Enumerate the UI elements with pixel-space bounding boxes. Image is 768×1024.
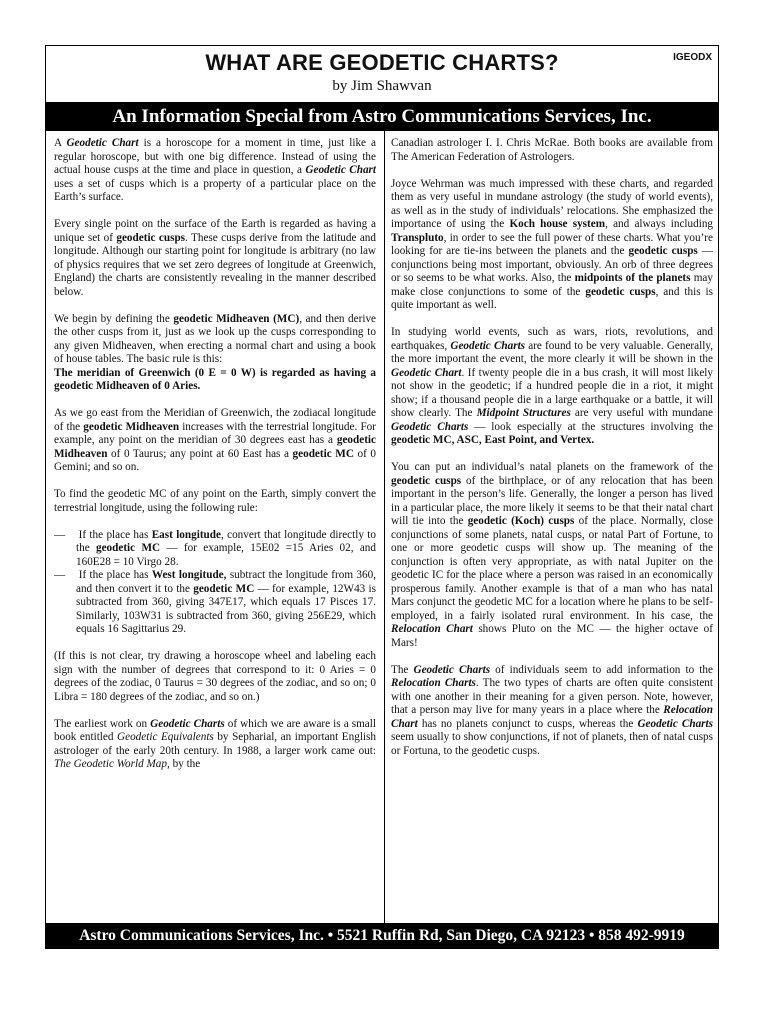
list-item: — If the place has West longitude, subtract the longitude from 360, and then convert it to the geodetic MC — for example, 12W43 is subtracted from 360, giving 347E17, which equals 17 Pisces 17. Similarly, 103W31 is subtracted from 360, giving 256E29, which equals 16 Sagittarius 29. — [54, 569, 376, 635]
paragraph: Every single point on the surface of the Earth is regarded as having a unique set of geodetic cusps. These cusps derive from the latitude and longitude. Although our starting point for longitude is arbitrary (no law of physics requires that we set zero degrees of longitude at Greenwich, England) the charts are consistently revealing in the manner described below. — [54, 218, 376, 298]
paragraph: Canadian astrologer I. I. Chris McRae. Both books are available from The American Federation of Astrologers. — [391, 137, 713, 163]
document-code: IGEODX — [673, 52, 712, 63]
left-column — [54, 137, 376, 923]
paragraph: The Geodetic Charts of individuals seem to add information to the Relocation Charts. The two types of charts are often quite consistent with one another in their meaning for a given person. Note, however, that a person may live for many years in a place where the Relocation Chart has no planets conjunct to cusps, whereas the Geodetic Charts seem usually to show conjunctions, if not of planets, then of natal cusps or Fortuna, to the geodetic cusps. — [391, 663, 713, 757]
paragraph: The earliest work on Geodetic Charts of which we are aware is a small book entitled Geodetic Equivalents by Sepharial, an important English astrologer of the early 20th century. In 1988, a larger work came out: The Geodetic World Map, by the — [54, 717, 376, 770]
paragraph: In studying world events, such as wars, riots, revolutions, and earthquakes, Geodetic Charts are found to be very valuable. Generally, the more important the event, the more clearly it will be shown in the Geodetic Chart. If twenty people die in a bus crash, it will most likely not show in the geodetic; if a hundred people die in a riot, it might show; if a thousand people die in a large earthquake or a battle, it will show clearly. The Midpoint Structures are very useful with mundane Geodetic Charts — look especially at the structures involving the geodetic MC, ASC, East Point, and Vertex. — [391, 326, 713, 446]
document-frame — [45, 45, 719, 949]
paragraph: To find the geodetic MC of any point on the Earth, simply convert the terrestrial longitude, using the following rule: — [54, 488, 376, 514]
header-banner: An Information Special from Astro Communications Services, Inc. — [46, 102, 718, 131]
paragraph: Joyce Wehrman was much impressed with these charts, and regarded them as very useful in mundane astrology (the study of world events), as well as in the study of individuals’ relocations. She emphasized the importance of using the Koch house system, and always including Transpluto, in order to see the full power of these charts. What you’re looking for are tie-ins between the planets and the geodetic cusps — conjunctions being most important, obviously. An orb of three degrees or so seems to be what works. Also, the midpoints of the planets may make close conjunctions to some of the geodetic cusps, and this is quite important as well. — [391, 177, 713, 311]
list-item: — If the place has East longitude, convert that longitude directly to the geodetic MC — for example, 15E02 =15 Aries 02, and 160E28 = 10 Virgo 28. — [54, 528, 376, 568]
paragraph: As we go east from the Meridian of Greenwich, the zodiacal longitude of the geodetic Midheaven increases with the terrestrial longitude. For example, any point on the meridian of 30 degrees east has a geodetic Midheaven of 0 Taurus; any point at 60 East has a geodetic MC of 0 Gemini; and so on. — [54, 407, 376, 473]
footer-banner: Astro Communications Services, Inc. • 5521 Ruffin Rd, San Diego, CA 92123 • 858 492-9919 — [46, 923, 718, 948]
paragraph: We begin by defining the geodetic Midheaven (MC), and then derive the other cusps from it, just as we look up the cusps corresponding to any given Midheaven, when erecting a normal chart and using a book of house tables. The basic rule is this: The meridian of Greenwich (0 E = 0 W) is regarded as having a geodetic Midheaven of 0 Aries. — [54, 312, 376, 392]
paragraph: You can put an individual’s natal planets on the framework of the geodetic cusps of the birthplace, or of any relocation that has been important in the person’s life. Generally, the longer a person has lived in a particular place, the more likely it seems to be that their natal chart will tie into the geodetic (Koch) cusps of the place. Normally, close conjunctions of some planets, natal cusps, or natal Part of Fortune, to one or more geodetic cusps will show up. The meaning of the conjunction is often very appropriate, as with natal Jupiter on the geodetic IC for the place where a person was raised in an economically prosperous family. Another example is that of a man who has natal Mars conjunct the geodetic MC for a location where he plans to be self-employed, in a fairly isolated rural environment. In his case, the Relocation Chart shows Pluto on the MC — the higher octave of Mars! — [391, 461, 713, 649]
paragraph: (If this is not clear, try drawing a horoscope wheel and labeling each sign with the number of degrees that correspond to it: 0 Aries = 0 degrees of the zodiac, 0 Taurus = 30 degrees of the zodiac, and so on; 0 Libra = 180 degrees of the zodiac, and so on.) — [54, 650, 376, 703]
right-column — [391, 137, 713, 923]
document-title: WHAT ARE GEODETIC CHARTS? — [205, 50, 559, 75]
column-divider — [384, 131, 385, 923]
paragraph: A Geodetic Chart is a horoscope for a moment in time, just like a regular horoscope, but with one big difference. Instead of using the actual house cusps at the time and place in question, a Geodetic Chart uses a set of cusps which is a property of a particular place on the Earth’s surface. — [54, 137, 376, 203]
byline: by Jim Shawvan — [332, 78, 432, 94]
